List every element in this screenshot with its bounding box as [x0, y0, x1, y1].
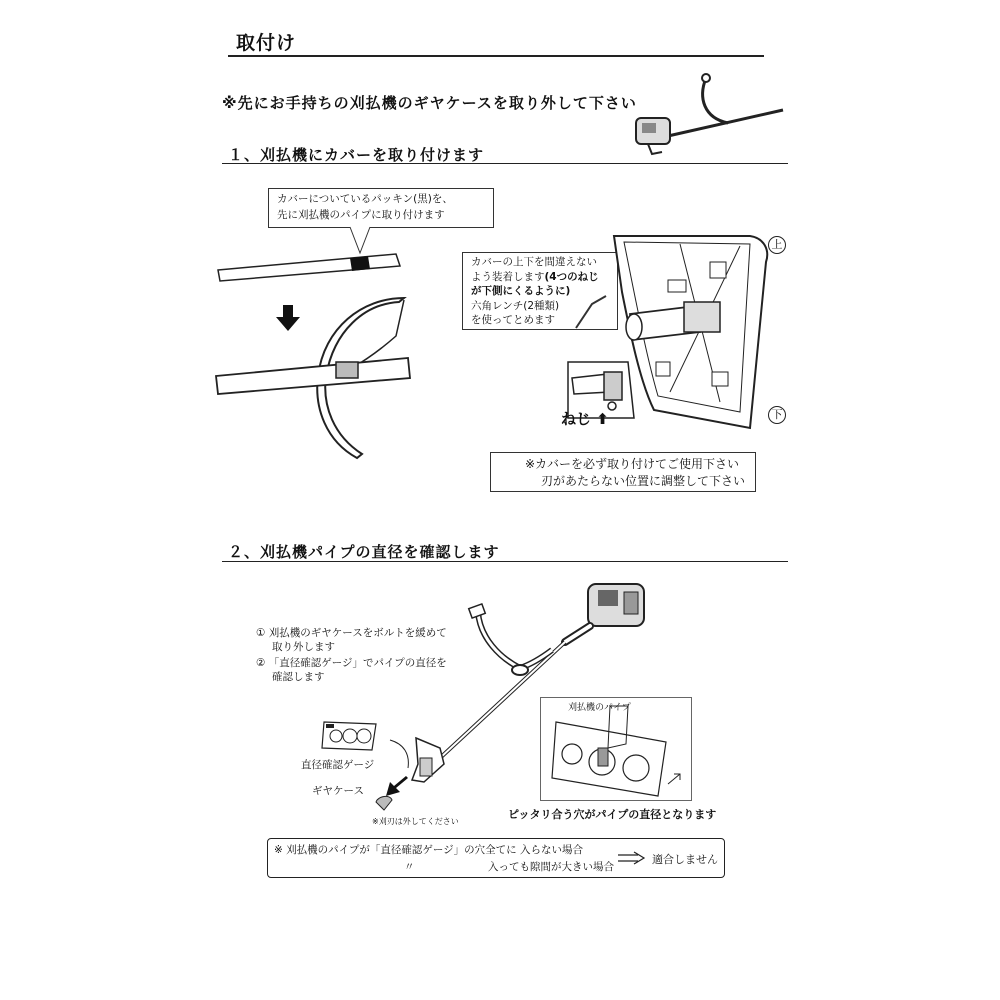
warning-box [490, 452, 756, 492]
gauge-caption: ピッタリ合う穴がパイプの直径となります [508, 808, 717, 821]
step1-divider [222, 163, 788, 164]
instruction-1-line1: ① 刈払機のギヤケースをボルトを緩めて [256, 627, 447, 639]
instruction-1 [256, 626, 447, 654]
mount-callout-line2 [471, 270, 609, 285]
bottom-note-line2: 入っても隙間が大きい場合 [488, 861, 614, 873]
bottom-note-line1: ※ 刈払機のパイプが「直径確認ゲージ」の穴全てに 入らない場合 [274, 844, 583, 856]
bottom-note-mark: 〃 [404, 861, 415, 873]
mount-callout-line3: が下側にくるように) [471, 285, 571, 297]
label-gearcase: ギヤケース [312, 785, 364, 797]
instruction-2-line2: 確認します [272, 671, 325, 683]
label-top: 上 [768, 236, 786, 254]
step2-divider [222, 561, 788, 562]
gauge-closeup-illustration [548, 704, 684, 796]
step1-heading: １、刈払機にカバーを取り付けます [228, 146, 485, 164]
instruction-1-line2: 取り外します [272, 641, 335, 653]
label-pipe: 刈払機のパイプ [568, 703, 631, 713]
label-blade-note: ※刈刃は外してください [372, 817, 459, 826]
cover-on-pipe-illustration [214, 296, 414, 466]
label-bottom: 下 [768, 406, 786, 424]
label-screw [561, 408, 609, 429]
pre-note: ※先にお手持ちの刈払機のギヤケースを取り外して下さい [222, 94, 637, 112]
trimmer-icon [628, 68, 788, 158]
title-divider [228, 55, 764, 57]
up-arrow-icon: ⬆ [596, 410, 609, 428]
mount-callout-line2-bold: (4つのねじ [544, 270, 599, 283]
mount-callout-line4: 六角レンチ(2種類) [471, 299, 560, 312]
label-gauge: 直径確認ゲージ [301, 759, 375, 771]
bottom-note-box [267, 838, 725, 878]
mount-callout-line2-normal: よう装着します [471, 270, 545, 283]
warning-line2: 刃があたらない位置に調整して下さい [541, 474, 746, 488]
bottom-note-result: 適合しません [652, 853, 718, 866]
mount-callout-line5: を使ってとめます [471, 314, 555, 326]
warning-line1: ※カバーを必ず取り付けてご使用下さい [525, 457, 740, 471]
double-arrow-icon [618, 851, 646, 865]
page-title: 取付け [236, 32, 297, 54]
label-screw-text: ねじ [561, 410, 592, 428]
packing-callout-line1: カバーについているパッキン(黒)を、 [277, 193, 453, 205]
packing-callout [268, 188, 494, 228]
mount-callout-line1: カバーの上下を間違えない [471, 256, 597, 268]
instruction-2 [256, 656, 447, 684]
step2-heading: ２、刈払機パイプの直径を確認します [228, 543, 500, 561]
pipe-with-packing [218, 248, 408, 284]
packing-callout-line2: 先に刈払機のパイプに取り付けます [277, 209, 445, 221]
instruction-2-line1: ② 「直径確認ゲージ」でパイプの直径を [256, 657, 447, 669]
